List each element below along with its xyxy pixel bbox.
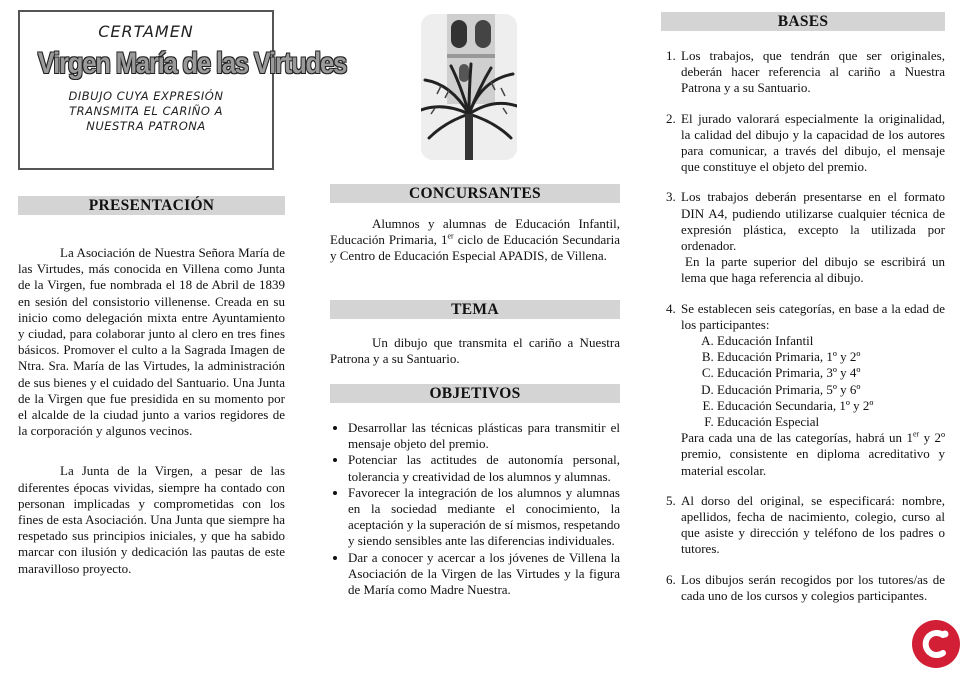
presentacion-heading: PRESENTACIÓN [18, 196, 285, 215]
categories-list [681, 333, 945, 430]
list-item: • Potenciar las actitudes de autonomía personal, tolerancia y creatividad de los alumnos y alumnas. [348, 452, 620, 484]
premios-text-b: y 2º premio, consistente en diploma acreditativo y material escolar. [681, 430, 946, 478]
concursantes-section [330, 184, 620, 265]
subtitle-line: DIBUJO CUYA EXPRESIÓN [68, 89, 224, 103]
base-3-lema: En la parte superior del dibujo se escribirá un lema que haga referencia al dibujo. [681, 254, 945, 286]
c-logo-icon [912, 620, 960, 668]
tower-palm-illustration [421, 14, 517, 160]
concursantes-text [330, 216, 620, 265]
concursantes-heading: CONCURSANTES [330, 184, 620, 203]
page-title: Virgen María de las Virtudes [37, 47, 347, 80]
subtitle [20, 89, 272, 134]
list-item: • Favorecer la integración de los alumnos y alumnas en la sociedad mediante el conocimiento, la aceptación y la superación de sí mismos, respetando y siendo sensibles ante las diferencias individuales. [348, 485, 620, 550]
premios-text-a: Para cada una de las categorías, habrá un 1 [681, 430, 913, 446]
objetivos-heading: OBJETIVOS [330, 384, 620, 403]
category-item: F. Educación Especial [717, 414, 945, 430]
concursantes-text-a: Alumnos y alumnas de Educación Infantil, Educación Primaria, 1 [330, 216, 620, 248]
list-item [679, 189, 945, 286]
subtitle-line: TRANSMITA EL CARIÑO A [69, 104, 223, 118]
tema-section [330, 300, 620, 367]
tema-text: Un dibujo que transmita el cariño a Nuestra Patrona y a su Santuario. [330, 335, 620, 367]
presentacion-paragraph-2: La Junta de la Virgen, a pesar de las diferentes épocas vividas, siempre ha contado con personan implicadas y comprometidas con los fines de esta Asociación. Una Junta que siempre ha respetado sus principios iniciales, y que ha sabido marcar con ilusión y dedicación las pautas de este maravilloso proyecto. [18, 463, 285, 576]
bases-heading: BASES [661, 12, 945, 31]
objetivos-list [330, 420, 620, 598]
presentacion-section [18, 196, 285, 577]
concursantes-text-b: ciclo de Educación Secundaria y Centro de Educación Especial APADIS, de Villena. [330, 232, 620, 264]
list-item: 6. Los dibujos serán recogidos por los tutores/as de cada uno de los cursos y colegios participantes. [679, 572, 945, 604]
presentacion-paragraph-1: La Asociación de Nuestra Señora María de las Virtudes, más conocida en Villena como Junta de la Virgen, fue nombrada el 18 de Abril de 1839 en sesión del consistorio villenense. Creada en su inicio como delegación mixta entre Ayuntamiento y ciudad, para colaborar junto al clero en tres fines básicos. Promover el culto a la Sagrada Imagen de Ntra. Sra. María de las Virtudes, la administración de sus bienes y el cuidado del Santuario. Una Junta de la Virgen que fue presidida en su momento por el alcalde de la ciudad junto a varios regidores de la corporación y algunos vecinos. [18, 245, 285, 439]
base-4-text: 4. Se establecen seis categorías, en base a la edad de los participantes: [681, 300, 945, 332]
category-item: D. Educación Primaria, 5º y 6º [717, 382, 945, 398]
list-item: 2. El jurado valorará especialmente la originalidad, la calidad del dibujo y la capacidad de los autores para comunicar, a través del dibujo, el mensaje que constituye el objeto del premio. [679, 111, 945, 176]
list-item: 1. Los trabajos, que tendrán que ser originales, deberán hacer referencia al cariño a Nuestra Patrona y a su Santuario. [679, 48, 945, 97]
objetivos-section [330, 384, 620, 598]
list-item: • Desarrollar las técnicas plásticas para transmitir el mensaje objeto del premio. [348, 420, 620, 452]
subtitle-line: NUESTRA PATRONA [86, 119, 206, 133]
bases-section [661, 12, 945, 618]
list-item: • Dar a conocer y acercar a los jóvenes de Villena la Asociación de la Virgen de las Virtudes y la figura de María como Madre Nuestra. [348, 550, 620, 599]
list-item [679, 301, 945, 479]
base-4-premios [681, 430, 945, 479]
santuario-photo [421, 14, 517, 160]
superscript: er [447, 231, 454, 241]
category-item: A. Educación Infantil [717, 333, 945, 349]
title-box [18, 10, 347, 170]
certamen-label: CERTAMEN [98, 22, 194, 41]
superscript: er [912, 429, 920, 439]
category-item: E. Educación Secundaria, 1º y 2º [717, 398, 945, 414]
bases-list [661, 48, 945, 604]
category-item: B. Educación Primaria, 1º y 2º [717, 349, 945, 365]
tema-heading: TEMA [330, 300, 620, 319]
list-item: 5. Al dorso del original, se especificará: nombre, apellidos, fecha de nacimiento, colegio, curso al que asiste y dirección y teléfono de los padres o tutores. [679, 493, 945, 558]
base-3-text: 3. Los trabajos deberán presentarse en el formato DIN A4, pudiendo utilizarse cualquier técnica de expresión plástica, excepto la utilizada por ordenador. [681, 189, 945, 254]
category-item: C. Educación Primaria, 3º y 4º [717, 365, 945, 381]
